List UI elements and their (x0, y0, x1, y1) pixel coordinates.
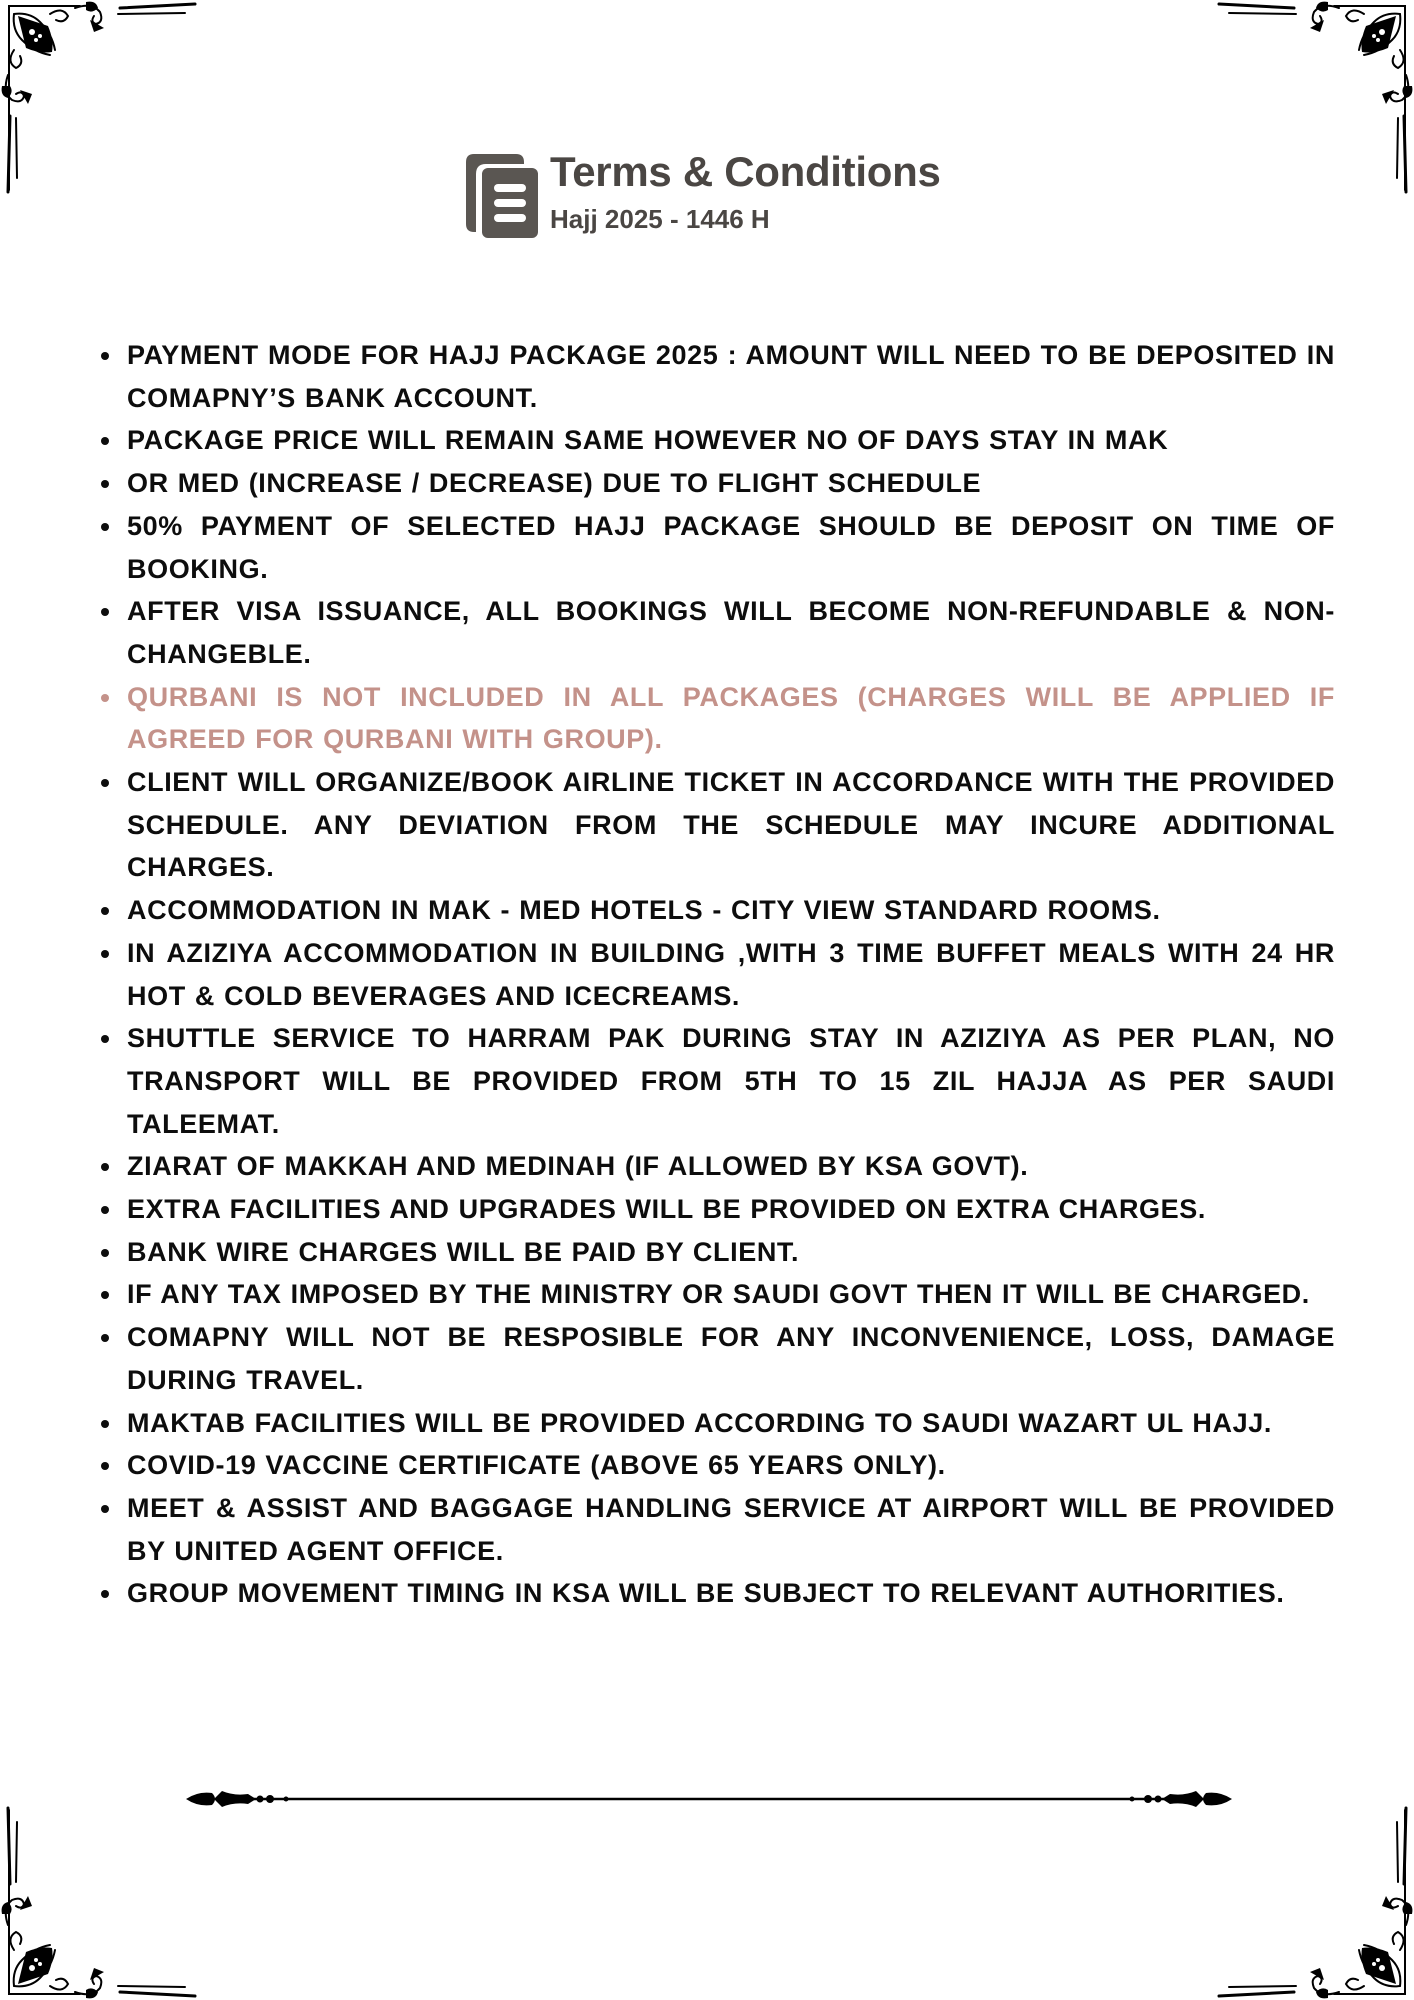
term-item-qurbani-highlight: QURBANI IS NOT INCLUDED IN ALL PACKAGES (CHARGES WILL BE APPLIED IF AGREED FOR QURBANI WITH GROUP). (127, 676, 1335, 761)
ornamental-corner-bottom-left-icon (0, 1800, 200, 2000)
corner-ornament-svg (0, 1800, 200, 2000)
term-item: PAYMENT MODE FOR HAJJ PACKAGE 2025 : AMOUNT WILL NEED TO BE DEPOSITED IN COMAPNY’S BANK ACCOUNT. (127, 334, 1335, 419)
term-item: IF ANY TAX IMPOSED BY THE MINISTRY OR SAUDI GOVT THEN IT WILL BE CHARGED. (127, 1273, 1335, 1316)
ornamental-divider (184, 1788, 1234, 1810)
term-item: 50% PAYMENT OF SELECTED HAJJ PACKAGE SHOULD BE DEPOSIT ON TIME OF BOOKING. (127, 505, 1335, 590)
page-subtitle: Hajj 2025 - 1446 H (550, 204, 770, 234)
corner-ornament-svg (1214, 1800, 1414, 2000)
document-stack-icon (466, 154, 540, 240)
term-item: COVID-19 VACCINE CERTIFICATE (ABOVE 65 YEARS ONLY). (127, 1444, 1335, 1487)
page-header (466, 148, 941, 240)
term-item: ZIARAT OF MAKKAH AND MEDINAH (IF ALLOWED BY KSA GOVT). (127, 1145, 1335, 1188)
corner-ornament-svg (0, 0, 200, 200)
terms-list (127, 334, 1335, 1615)
term-item: OR MED (INCREASE / DECREASE) DUE TO FLIGHT SCHEDULE (127, 462, 1335, 505)
ornamental-corner-top-left-icon (0, 0, 200, 200)
term-item: CLIENT WILL ORGANIZE/BOOK AIRLINE TICKET IN ACCORDANCE WITH THE PROVIDED SCHEDULE. ANY DEVIATION FROM THE SCHEDULE MAY INCURE ADDITIONAL CHARGES. (127, 761, 1335, 889)
header-text (550, 148, 941, 236)
corner-ornament-svg (1214, 0, 1414, 200)
term-item: MAKTAB FACILITIES WILL BE PROVIDED ACCORDING TO SAUDI WAZART UL HAJJ. (127, 1402, 1335, 1445)
term-item: COMAPNY WILL NOT BE RESPOSIBLE FOR ANY INCONVENIENCE, LOSS, DAMAGE DURING TRAVEL. (127, 1316, 1335, 1401)
term-item: BANK WIRE CHARGES WILL BE PAID BY CLIENT. (127, 1231, 1335, 1274)
term-item: ACCOMMODATION IN MAK - MED HOTELS - CITY VIEW STANDARD ROOMS. (127, 889, 1335, 932)
term-item: AFTER VISA ISSUANCE, ALL BOOKINGS WILL BECOME NON-REFUNDABLE & NON-CHANGEBLE. (127, 590, 1335, 675)
ornamental-corner-top-right-icon (1214, 0, 1414, 200)
term-item: SHUTTLE SERVICE TO HARRAM PAK DURING STAY IN AZIZIYA AS PER PLAN, NO TRANSPORT WILL BE PROVIDED FROM 5TH TO 15 ZIL HAJJA AS PER SAUDI TALEEMAT. (127, 1017, 1335, 1145)
term-item: EXTRA FACILITIES AND UPGRADES WILL BE PROVIDED ON EXTRA CHARGES. (127, 1188, 1335, 1231)
term-item: IN AZIZIYA ACCOMMODATION IN BUILDING ,WITH 3 TIME BUFFET MEALS WITH 24 HR HOT & COLD BEVERAGES AND ICECREAMS. (127, 932, 1335, 1017)
term-item: GROUP MOVEMENT TIMING IN KSA WILL BE SUBJECT TO RELEVANT AUTHORITIES. (127, 1572, 1335, 1615)
term-item: MEET & ASSIST AND BAGGAGE HANDLING SERVICE AT AIRPORT WILL BE PROVIDED BY UNITED AGENT OFFICE. (127, 1487, 1335, 1572)
page-title: Terms & Conditions (550, 148, 941, 195)
term-item: PACKAGE PRICE WILL REMAIN SAME HOWEVER NO OF DAYS STAY IN MAK (127, 419, 1335, 462)
ornamental-corner-bottom-right-icon (1214, 1800, 1414, 2000)
